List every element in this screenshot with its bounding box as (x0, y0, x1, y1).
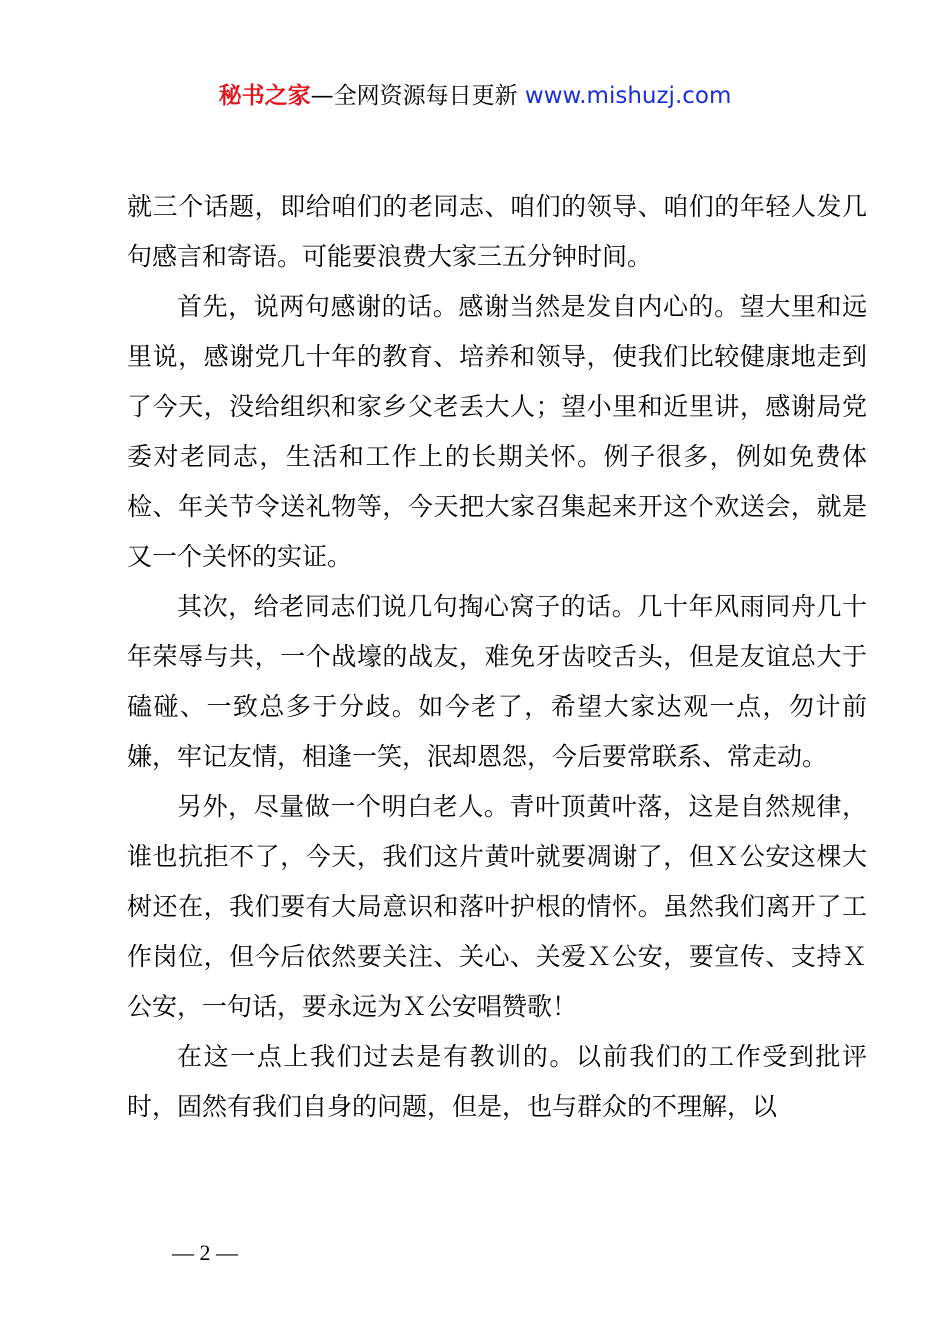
document-body (127, 182, 867, 1132)
paragraph-lesson: 在这一点上我们过去是有教训的。以前我们的工作受到批评时，固然有我们自身的问题，但是，也与群众的不理解，以 (127, 1042, 867, 1121)
paragraph-wise-elder: 另外，尽量做一个明白老人。青叶顶黄叶落，这是自然规律，谁也抗拒不了，今天，我们这片黄叶就要凋谢了，但Ｘ公安这棵大树还在，我们要有大局意识和落叶护根的情怀。虽然我们离开了工作岗位，但今后依然要关注、关心、关爱Ｘ公安，要宣传、支持Ｘ公安，一句话，要永远为Ｘ公安唱赞歌！ (127, 792, 867, 1021)
paragraph-heartfelt: 其次，给老同志们说几句掏心窝子的话。几十年风雨同舟几十年荣辱与共，一个战壕的战友，难免牙齿咬舌头，但是友谊总大于磕碰、一致总多于分歧。如今老了，希望大家达观一点，勿计前嫌，牢记友情，相逢一笑，泯却恩怨，今后要常联系、常走动。 (127, 592, 867, 771)
paragraph-continued: 就三个话题，即给咱们的老同志、咱们的领导、咱们的年轻人发几句感言和寄语。可能要浪费大家三五分钟时间。 (127, 192, 867, 271)
website-link[interactable]: www.mishuzj.com (524, 83, 732, 109)
page-number: — 2 — (172, 1240, 238, 1265)
brand-name: 秘书之家 (218, 83, 311, 109)
site-header (0, 80, 950, 112)
header-tagline: —全网资源每日更新 (310, 83, 518, 109)
paragraph-gratitude: 首先，说两句感谢的话。感谢当然是发自内心的。望大里和远里说，感谢党几十年的教育、培养和领导，使我们比较健康地走到了今天，没给组织和家乡父老丢大人；望小里和近里讲，感谢局党委对老同志，生活和工作上的长期关怀。例子很多，例如免费体检、年关节令送礼物等，今天把大家召集起来开这个欢送会，就是又一个关怀的实证。 (127, 292, 867, 571)
